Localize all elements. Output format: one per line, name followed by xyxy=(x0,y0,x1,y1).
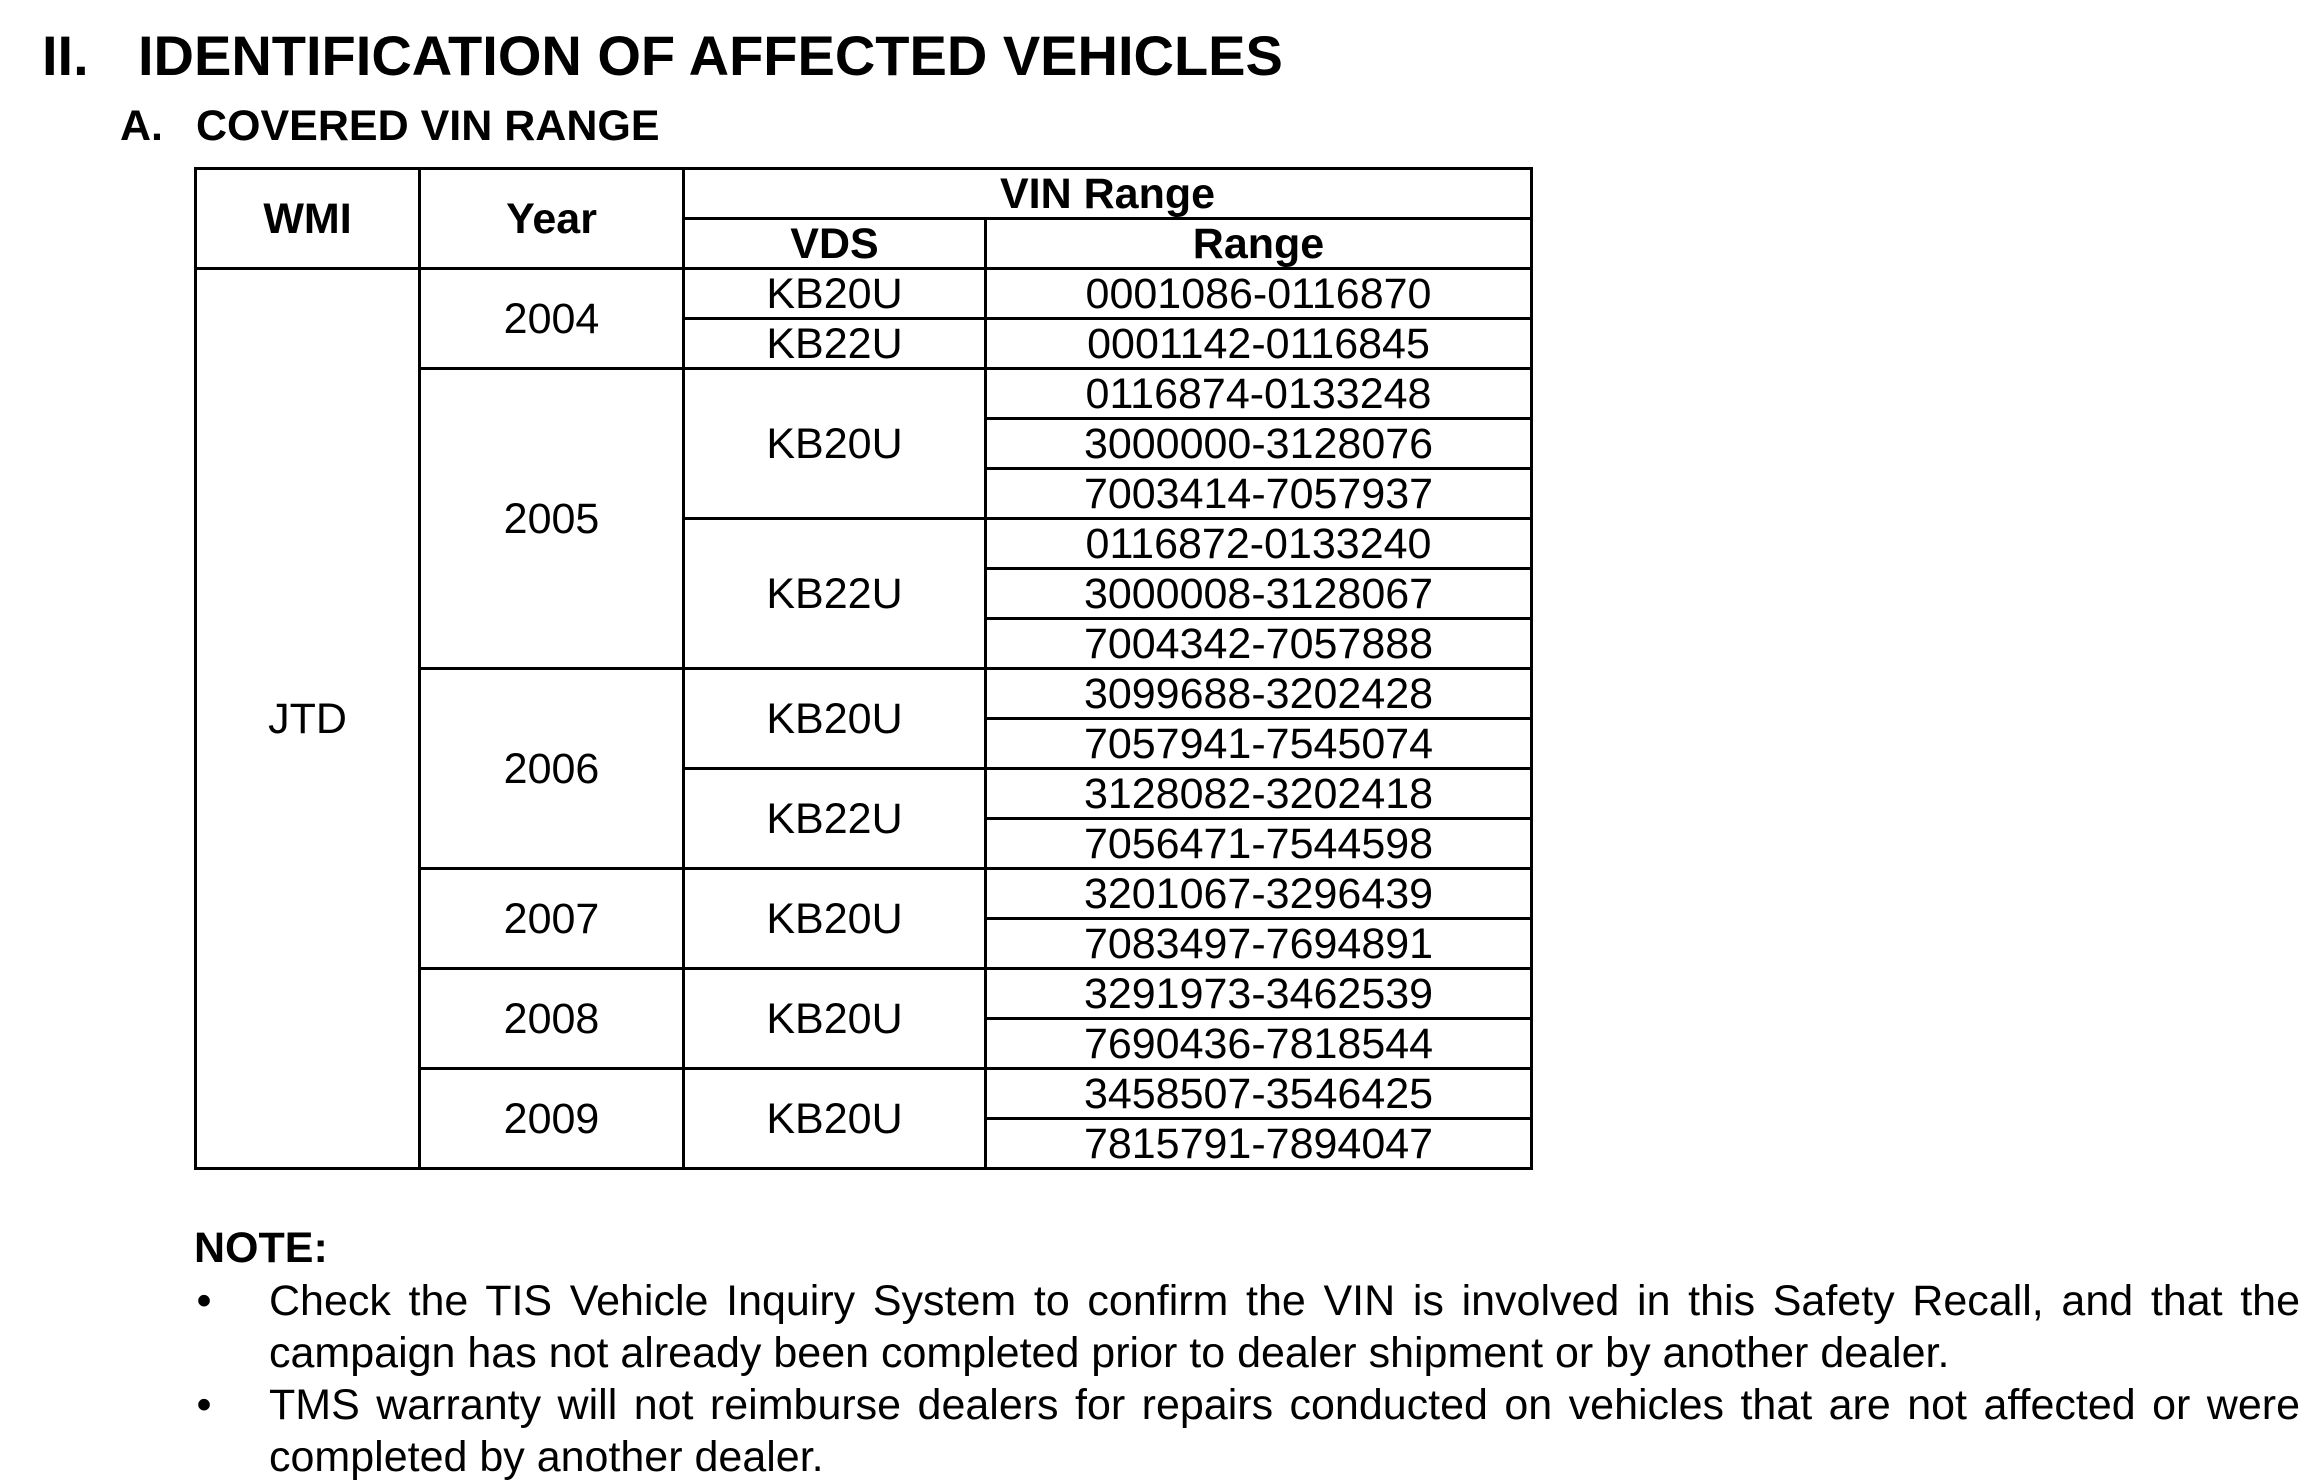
year-cell: 2006 xyxy=(420,669,684,869)
bullet-icon: • xyxy=(196,1381,212,1429)
header-range: Range xyxy=(986,219,1532,269)
range-cell: 7083497-7694891 xyxy=(986,919,1532,969)
year-cell: 2005 xyxy=(420,369,684,669)
year-cell: 2008 xyxy=(420,969,684,1069)
range-cell: 0116874-0133248 xyxy=(986,369,1532,419)
header-wmi: WMI xyxy=(196,169,420,269)
vds-cell: KB22U xyxy=(684,769,986,869)
range-cell: 7057941-7545074 xyxy=(986,719,1532,769)
year-cell: 2007 xyxy=(420,869,684,969)
vds-cell: KB20U xyxy=(684,669,986,769)
range-cell: 3291973-3462539 xyxy=(986,969,1532,1019)
range-cell: 0001086-0116870 xyxy=(986,269,1532,319)
vds-cell: KB20U xyxy=(684,869,986,969)
year-cell: 2009 xyxy=(420,1069,684,1169)
vds-cell: KB20U xyxy=(684,269,986,319)
note-list xyxy=(194,1275,2300,1483)
list-item xyxy=(194,1275,2300,1379)
range-cell: 3201067-3296439 xyxy=(986,869,1532,919)
vin-range-table xyxy=(194,167,1533,1170)
table-row xyxy=(196,269,1532,319)
range-cell: 3000000-3128076 xyxy=(986,419,1532,469)
year-cell: 2004 xyxy=(420,269,684,369)
vds-cell: KB20U xyxy=(684,969,986,1069)
section-number: II. xyxy=(42,24,89,87)
note-text: Check the TIS Vehicle Inquiry System to confirm the VIN is involved in this Safety Recall, and that the campaign has not already been completed prior to dealer shipment or by another dealer. xyxy=(269,1277,2300,1377)
note-title: NOTE: xyxy=(194,1224,328,1272)
range-cell: 3458507-3546425 xyxy=(986,1069,1532,1119)
section-heading xyxy=(42,18,1283,94)
section-title: IDENTIFICATION OF AFFECTED VEHICLES xyxy=(138,24,1283,87)
bullet-icon: • xyxy=(196,1277,212,1325)
vds-cell: KB22U xyxy=(684,519,986,669)
subsection-letter: A. xyxy=(120,102,163,150)
list-item xyxy=(194,1379,2300,1483)
range-cell: 3099688-3202428 xyxy=(986,669,1532,719)
wmi-cell: JTD xyxy=(196,269,420,1169)
vds-cell: KB20U xyxy=(684,369,986,519)
subsection-heading xyxy=(120,98,660,154)
range-cell: 0001142-0116845 xyxy=(986,319,1532,369)
subsection-title: COVERED VIN RANGE xyxy=(196,102,660,150)
range-cell: 7003414-7057937 xyxy=(986,469,1532,519)
vds-cell: KB22U xyxy=(684,319,986,369)
range-cell: 3128082-3202418 xyxy=(986,769,1532,819)
note-text: TMS warranty will not reimburse dealers for repairs conducted on vehicles that are not affected or were completed by another dealer. xyxy=(269,1381,2300,1481)
header-year: Year xyxy=(420,169,684,269)
range-cell: 0116872-0133240 xyxy=(986,519,1532,569)
header-vds: VDS xyxy=(684,219,986,269)
range-cell: 7815791-7894047 xyxy=(986,1119,1532,1169)
range-cell: 7690436-7818544 xyxy=(986,1019,1532,1069)
header-vin-range: VIN Range xyxy=(684,169,1532,219)
range-cell: 3000008-3128067 xyxy=(986,569,1532,619)
range-cell: 7056471-7544598 xyxy=(986,819,1532,869)
range-cell: 7004342-7057888 xyxy=(986,619,1532,669)
vds-cell: KB20U xyxy=(684,1069,986,1169)
